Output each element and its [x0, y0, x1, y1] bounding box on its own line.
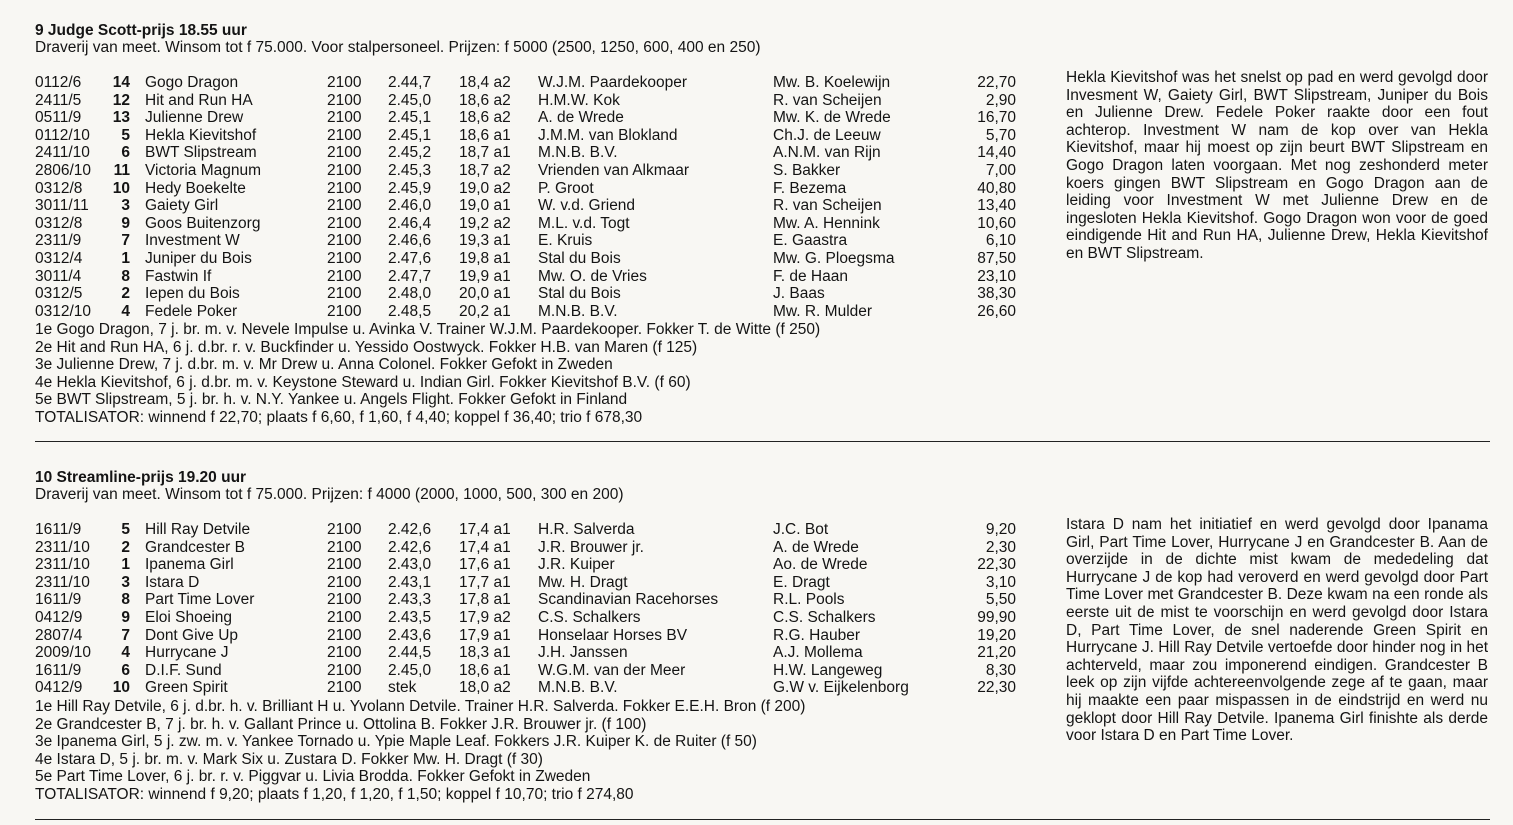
km-time: 17,9 a1: [459, 626, 511, 644]
km-time: 19,0 a2: [459, 179, 511, 197]
start-number: 2: [121, 285, 130, 303]
horse-name: Gaiety Girl: [145, 197, 219, 215]
horse-name: Green Spirit: [145, 679, 228, 697]
form-cell: 0312/8: [35, 214, 83, 232]
km-time: 18,6 a1: [459, 661, 511, 679]
entry-row: [0, 574, 1040, 592]
distance: 2100: [327, 302, 362, 320]
distance: 2100: [327, 591, 362, 609]
results-list: [35, 698, 805, 804]
km-time: 19,0 a1: [459, 197, 511, 215]
distance: 2100: [327, 91, 362, 109]
section-divider: [35, 819, 1490, 820]
odds-value: 22,70: [977, 74, 1016, 91]
form-cell: 2009/10: [35, 644, 92, 662]
horse-name: Julienne Drew: [145, 109, 244, 127]
start-number: 4: [121, 644, 130, 662]
entry-row: [0, 144, 1040, 162]
race-time: 2.43,0: [388, 556, 432, 574]
odds-value: 23,10: [977, 267, 1016, 285]
distance: 2100: [327, 179, 362, 197]
horse-name: Hit and Run HA: [145, 91, 253, 109]
race-time: 2.45,0: [388, 91, 432, 109]
driver-name: C.S. Schalkers: [773, 608, 876, 626]
owner-name: W.J.M. Paardekooper: [538, 74, 688, 91]
start-number: 7: [121, 232, 130, 250]
form-cell: 2311/10: [35, 573, 90, 591]
driver-name: R. van Scheijen: [773, 197, 882, 215]
distance: 2100: [327, 661, 362, 679]
result-line: 1e Hill Ray Detvile, 6 j. d.br. h. v. Brilliant H u. Yvolann Detvile. Trainer H.R. Salverda. Fokker E.E.H. Bron (f 200): [35, 698, 806, 715]
driver-name: H.W. Langeweg: [773, 661, 883, 679]
owner-name: H.R. Salverda: [538, 521, 635, 538]
result-line: 2e Grandcester B, 7 j. br. h. v. Gallant Prince u. Ottolina B. Fokker J.R. Brouwer jr. (f 100): [35, 715, 647, 733]
horse-name: Hekla Kievitshof: [145, 126, 257, 144]
race-time: 2.42,6: [388, 538, 432, 556]
owner-name: M.N.B. B.V.: [538, 679, 618, 697]
driver-name: R.G. Hauber: [773, 626, 861, 644]
driver-name: Mw. A. Hennink: [773, 214, 880, 232]
race-time: 2.46,4: [388, 214, 432, 232]
distance: 2100: [327, 521, 362, 538]
result-line: 5e BWT Slipstream, 5 j. br. h. v. N.Y. Yankee u. Angels Flight. Fokker Gefokt in Finland: [35, 391, 628, 409]
entry-row: [0, 539, 1040, 557]
km-time: 18,7 a2: [459, 161, 511, 179]
km-time: 19,2 a2: [459, 214, 511, 232]
entry-row: [0, 92, 1040, 110]
distance: 2100: [327, 267, 362, 285]
owner-name: A. de Wrede: [538, 109, 624, 127]
section-divider: [35, 441, 1490, 442]
horse-name: Istara D: [145, 573, 200, 591]
form-cell: 2411/5: [35, 91, 82, 109]
race-time: 2.45,9: [388, 179, 432, 197]
horse-name: Gogo Dragon: [145, 74, 239, 91]
owner-name: E. Kruis: [538, 232, 593, 250]
horse-name: Ipanema Girl: [145, 556, 234, 574]
entry-row: [0, 679, 1040, 697]
race-time: 2.44,5: [388, 644, 432, 662]
start-number: 10: [112, 679, 130, 697]
start-number: 8: [121, 267, 130, 285]
distance: 2100: [327, 126, 362, 144]
owner-name: Mw. O. de Vries: [538, 267, 647, 285]
form-cell: 0312/4: [35, 249, 83, 267]
horse-name: Fedele Poker: [145, 302, 238, 320]
form-cell: 0312/8: [35, 179, 83, 197]
horse-name: BWT Slipstream: [145, 144, 257, 162]
result-line: 4e Hekla Kievitshof, 6 j. d.br. m. v. Keystone Steward u. Indian Girl. Fokker Kievitshof B.V. (f 60): [35, 373, 691, 391]
horse-name: Investment W: [145, 232, 240, 250]
driver-name: J. Baas: [773, 285, 825, 303]
km-time: 18,6 a1: [459, 126, 511, 144]
start-number: 11: [113, 161, 130, 179]
distance: 2100: [327, 556, 362, 574]
form-cell: 0112/10: [35, 126, 90, 144]
odds-value: 5,70: [985, 126, 1016, 144]
form-cell: 2806/10: [35, 161, 92, 179]
driver-name: E. Gaastra: [773, 232, 848, 250]
entry-row: [0, 162, 1040, 180]
km-time: 19,3 a1: [459, 232, 511, 250]
race-conditions: Draverij van meet. Winsom tot f 75.000. Prijzen: f 4000 (2000, 1000, 500, 300 en 200): [35, 486, 624, 503]
owner-name: Mw. H. Dragt: [538, 573, 628, 591]
km-time: 19,8 a1: [459, 249, 511, 267]
driver-name: A. de Wrede: [773, 538, 859, 556]
totalisator-line: TOTALISATOR: winnend f 22,70; plaats f 6,60, f 1,60, f 4,40; koppel f 36,40; trio f 678,30: [35, 408, 643, 426]
odds-value: 40,80: [977, 179, 1016, 197]
entries-table: [0, 74, 1040, 320]
horse-name: Hurrycane J: [145, 644, 229, 662]
horse-name: Iepen du Bois: [145, 285, 240, 303]
start-number: 1: [121, 556, 130, 574]
odds-value: 13,40: [977, 197, 1016, 215]
distance: 2100: [327, 285, 362, 303]
race-time: 2.45,1: [388, 126, 432, 144]
owner-name: Vrienden van Alkmaar: [538, 161, 690, 179]
distance: 2100: [327, 626, 362, 644]
driver-name: Ao. de Wrede: [773, 556, 868, 574]
distance: 2100: [327, 197, 362, 215]
horse-name: Fastwin If: [145, 267, 212, 285]
entry-row: [0, 303, 1040, 321]
entry-row: [0, 591, 1040, 609]
race-time: 2.44,7: [388, 74, 432, 91]
odds-value: 21,20: [977, 644, 1016, 662]
driver-name: Mw. B. Koelewijn: [773, 74, 891, 91]
entry-row: [0, 215, 1040, 233]
distance: 2100: [327, 109, 362, 127]
entry-row: [0, 250, 1040, 268]
entry-row: [0, 662, 1040, 680]
race-time: 2.45,0: [388, 661, 432, 679]
race-report: Hekla Kievitshof was het snelst op pad en werd gevolgd door Invesment W, Gaiety Girl, BWT Slipstream, Juniper du Bois en Julienne Drew. Fedele Poker raakte door een fout achterop. Investment W nam de kop over van Hekla Kievitshof, maar hij moest op zijn beurt BWT Slipstream en Gogo Dragon laten voorgaan. Met nog zeshonderd meter koers gingen BWT Slipstream en Gogo Dragon aan de leiding voor Investment W met Julienne Drew en de ingesloten Hekla Kievitshof. Gogo Dragon won voor de goed eindigende Hit and Run HA, Julienne Drew, Hekla Kievitshof en BWT Slipstream.: [1066, 69, 1488, 262]
odds-value: 6,10: [985, 232, 1016, 250]
horse-name: Victoria Magnum: [145, 161, 262, 179]
distance: 2100: [327, 74, 362, 91]
owner-name: W.G.M. van der Meer: [538, 661, 686, 679]
km-time: 17,4 a1: [459, 538, 511, 556]
race-time: 2.48,5: [388, 302, 432, 320]
entry-row: [0, 127, 1040, 145]
entry-row: [0, 197, 1040, 215]
odds-value: 7,00: [985, 161, 1016, 179]
odds-value: 22,30: [977, 556, 1016, 574]
owner-name: Scandinavian Racehorses: [538, 591, 719, 609]
entries-table: [0, 521, 1040, 697]
form-cell: 1611/9: [35, 591, 82, 609]
race-title: 9 Judge Scott-prijs 18.55 uur: [35, 22, 247, 39]
form-cell: 0412/9: [35, 608, 83, 626]
driver-name: R.L. Pools: [773, 591, 845, 609]
driver-name: J.C. Bot: [773, 521, 829, 538]
km-time: 17,7 a1: [459, 573, 511, 591]
form-cell: 0312/10: [35, 302, 92, 320]
owner-name: W. v.d. Griend: [538, 197, 636, 215]
km-time: 18,4 a2: [459, 74, 511, 91]
result-line: 3e Ipanema Girl, 5 j. zw. m. v. Yankee Tornado u. Ypie Maple Leaf. Fokkers J.R. Kuiper K. de Ruiter (f 50): [35, 733, 757, 751]
horse-name: Juniper du Bois: [145, 249, 252, 267]
distance: 2100: [327, 249, 362, 267]
form-cell: 2411/10: [35, 144, 90, 162]
race-time: 2.43,5: [388, 608, 432, 626]
odds-value: 19,20: [977, 626, 1016, 644]
horse-name: Eloi Shoeing: [145, 608, 233, 626]
entry-row: [0, 109, 1040, 127]
horse-name: Hedy Boekelte: [145, 179, 246, 197]
odds-value: 8,30: [985, 661, 1016, 679]
odds-value: 38,30: [977, 285, 1016, 303]
form-cell: 0112/6: [35, 74, 82, 91]
distance: 2100: [327, 161, 362, 179]
km-time: 18,6 a2: [459, 91, 511, 109]
odds-value: 26,60: [977, 302, 1016, 320]
form-cell: 2807/4: [35, 626, 83, 644]
entry-row: [0, 556, 1040, 574]
form-cell: 1611/9: [35, 521, 82, 538]
odds-value: 9,20: [985, 521, 1016, 538]
driver-name: Mw. K. de Wrede: [773, 109, 891, 127]
driver-name: Mw. G. Ploegsma: [773, 249, 895, 267]
result-line: 4e Istara D, 5 j. br. m. v. Mark Six u. Zustara D. Fokker Mw. H. Dragt (f 30): [35, 750, 543, 768]
race-time: 2.45,1: [388, 109, 432, 127]
distance: 2100: [327, 573, 362, 591]
race-time: 2.48,0: [388, 285, 432, 303]
entry-row: [0, 521, 1040, 539]
result-line: 5e Part Time Lover, 6 j. br. r. v. Piggvar u. Livia Brodda. Fokker Gefokt in Zweden: [35, 768, 591, 786]
km-time: 20,0 a1: [459, 285, 511, 303]
start-number: 3: [121, 197, 130, 215]
race-conditions: Draverij van meet. Winsom tot f 75.000. Voor stalpersoneel. Prijzen: f 5000 (2500, 1250, 600, 400 en 250): [35, 39, 761, 56]
result-line: 3e Julienne Drew, 7 j. d.br. m. v. Mr Drew u. Anna Colonel. Fokker Gefokt in Zweden: [35, 356, 613, 374]
horse-name: Part Time Lover: [145, 591, 255, 609]
distance: 2100: [327, 144, 362, 162]
odds-value: 99,90: [977, 608, 1016, 626]
driver-name: A.N.M. van Rijn: [773, 144, 881, 162]
horse-name: D.I.F. Sund: [145, 661, 222, 679]
start-number: 14: [112, 74, 130, 91]
entry-row: [0, 232, 1040, 250]
form-cell: 1611/9: [35, 661, 82, 679]
owner-name: J.R. Brouwer jr.: [538, 538, 644, 556]
race-report: Istara D nam het initiatief en werd gevolgd door Ipanama Girl, Part Time Lover, Hurrycane J en Grandcester B. Aan de overzijde in de dichte mist kwam de mededeling dat Hurrycane J de kop had veroverd en werd gevolgd door Part Time Lover met Grandcester B. Deze kwam na een ronde als eerste uit de mist te voorschijn en werd gevolgd door Istara D, Part Time Lover, de snel naderende Green Spirit en Hurrycane J. Hill Ray Detvile vertoefde door hinder nog in het achterveld, maar zou imponerend eindigen. Grandcester B leek op zijn vijfde achtereenvolgende zege af te gaan, maar hij maakte een paar mispassen in de eindstrijd en werd nu geklopt door Hill Ray Detvile. Ipanema Girl finishte als derde voor Istara D en Part Time Lover.: [1066, 516, 1488, 745]
form-cell: 2311/10: [35, 538, 90, 556]
km-time: 18,7 a1: [459, 144, 511, 162]
owner-name: M.L. v.d. Togt: [538, 214, 630, 232]
horse-name: Goos Buitenzorg: [145, 214, 261, 232]
race-time: 2.46,6: [388, 232, 432, 250]
owner-name: M.N.B. B.V.: [538, 302, 618, 320]
race-time: 2.43,6: [388, 626, 432, 644]
start-number: 3: [121, 573, 130, 591]
form-cell: 2311/9: [35, 232, 82, 250]
owner-name: J.H. Janssen: [538, 644, 628, 662]
owner-name: P. Groot: [538, 179, 594, 197]
driver-name: E. Dragt: [773, 573, 830, 591]
odds-value: 3,10: [985, 573, 1016, 591]
start-number: 1: [121, 249, 130, 267]
driver-name: G.W v. Eijkelenborg: [773, 679, 909, 697]
driver-name: F. Bezema: [773, 179, 847, 197]
km-time: 18,0 a2: [459, 679, 511, 697]
owner-name: M.N.B. B.V.: [538, 144, 618, 162]
race-time: 2.47,6: [388, 249, 432, 267]
entry-row: [0, 609, 1040, 627]
owner-name: Stal du Bois: [538, 285, 621, 303]
start-number: 2: [121, 538, 130, 556]
odds-value: 10,60: [977, 214, 1016, 232]
start-number: 5: [121, 126, 130, 144]
totalisator-line: TOTALISATOR: winnend f 9,20; plaats f 1,20, f 1,20, f 1,50; koppel f 10,70; trio f 274,80: [35, 785, 634, 803]
km-time: 18,6 a2: [459, 109, 511, 127]
km-time: 17,8 a1: [459, 591, 511, 609]
start-number: 6: [121, 661, 130, 679]
distance: 2100: [327, 679, 362, 697]
start-number: 9: [121, 608, 130, 626]
entry-row: [0, 74, 1040, 92]
driver-name: A.J. Mollema: [773, 644, 863, 662]
race-time: stek: [388, 679, 417, 697]
start-number: 4: [121, 302, 130, 320]
result-line: 2e Hit and Run HA, 6 j. d.br. r. v. Buckfinder u. Yessido Oostwyck. Fokker H.B. van Maren (f 125): [35, 338, 698, 356]
owner-name: H.M.W. Kok: [538, 91, 620, 109]
owner-name: Stal du Bois: [538, 249, 621, 267]
entry-row: [0, 180, 1040, 198]
entry-row: [0, 627, 1040, 645]
driver-name: F. de Haan: [773, 267, 848, 285]
form-cell: 2311/10: [35, 556, 90, 574]
race-time: 2.45,3: [388, 161, 432, 179]
owner-name: J.M.M. van Blokland: [538, 126, 678, 144]
odds-value: 2,90: [985, 91, 1016, 109]
km-time: 20,2 a1: [459, 302, 511, 320]
start-number: 7: [121, 626, 130, 644]
odds-value: 2,30: [985, 538, 1016, 556]
race-time: 2.43,3: [388, 591, 432, 609]
race-time: 2.43,1: [388, 573, 432, 591]
race-title: 10 Streamline-prijs 19.20 uur: [35, 469, 247, 486]
km-time: 17,4 a1: [459, 521, 511, 538]
race-time: 2.45,2: [388, 144, 432, 162]
start-number: 8: [121, 591, 130, 609]
race-time: 2.47,7: [388, 267, 432, 285]
start-number: 9: [121, 214, 130, 232]
distance: 2100: [327, 608, 362, 626]
odds-value: 87,50: [977, 249, 1016, 267]
horse-name: Dont Give Up: [145, 626, 239, 644]
km-time: 17,9 a2: [459, 608, 511, 626]
odds-value: 22,30: [977, 679, 1016, 697]
result-line: 1e Gogo Dragon, 7 j. br. m. v. Nevele Impulse u. Avinka V. Trainer W.J.M. Paardekooper. Fokker T. de Witte (f 250): [35, 321, 821, 338]
form-cell: 3011/4: [35, 267, 82, 285]
race-time: 2.42,6: [388, 521, 432, 538]
form-cell: 0511/9: [35, 109, 82, 127]
odds-value: 14,40: [977, 144, 1016, 162]
start-number: 5: [121, 521, 130, 538]
odds-value: 5,50: [985, 591, 1016, 609]
driver-name: Mw. R. Mulder: [773, 302, 873, 320]
km-time: 18,3 a1: [459, 644, 511, 662]
start-number: 10: [112, 179, 130, 197]
driver-name: S. Bakker: [773, 161, 841, 179]
start-number: 13: [112, 109, 130, 127]
entry-row: [0, 644, 1040, 662]
km-time: 17,6 a1: [459, 556, 511, 574]
driver-name: Ch.J. de Leeuw: [773, 126, 881, 144]
form-cell: 0412/9: [35, 679, 83, 697]
form-cell: 3011/11: [35, 197, 89, 215]
owner-name: J.R. Kuiper: [538, 556, 615, 574]
km-time: 19,9 a1: [459, 267, 511, 285]
form-cell: 0312/5: [35, 285, 83, 303]
driver-name: R. van Scheijen: [773, 91, 882, 109]
owner-name: C.S. Schalkers: [538, 608, 641, 626]
results-list: [35, 321, 820, 427]
entry-row: [0, 285, 1040, 303]
horse-name: Grandcester B: [145, 538, 245, 556]
race-time: 2.46,0: [388, 197, 432, 215]
distance: 2100: [327, 214, 362, 232]
odds-value: 16,70: [977, 109, 1016, 127]
start-number: 12: [112, 91, 130, 109]
distance: 2100: [327, 538, 362, 556]
owner-name: Honselaar Horses BV: [538, 626, 688, 644]
horse-name: Hill Ray Detvile: [145, 521, 251, 538]
entry-row: [0, 268, 1040, 286]
start-number: 6: [121, 144, 130, 162]
distance: 2100: [327, 644, 362, 662]
distance: 2100: [327, 232, 362, 250]
